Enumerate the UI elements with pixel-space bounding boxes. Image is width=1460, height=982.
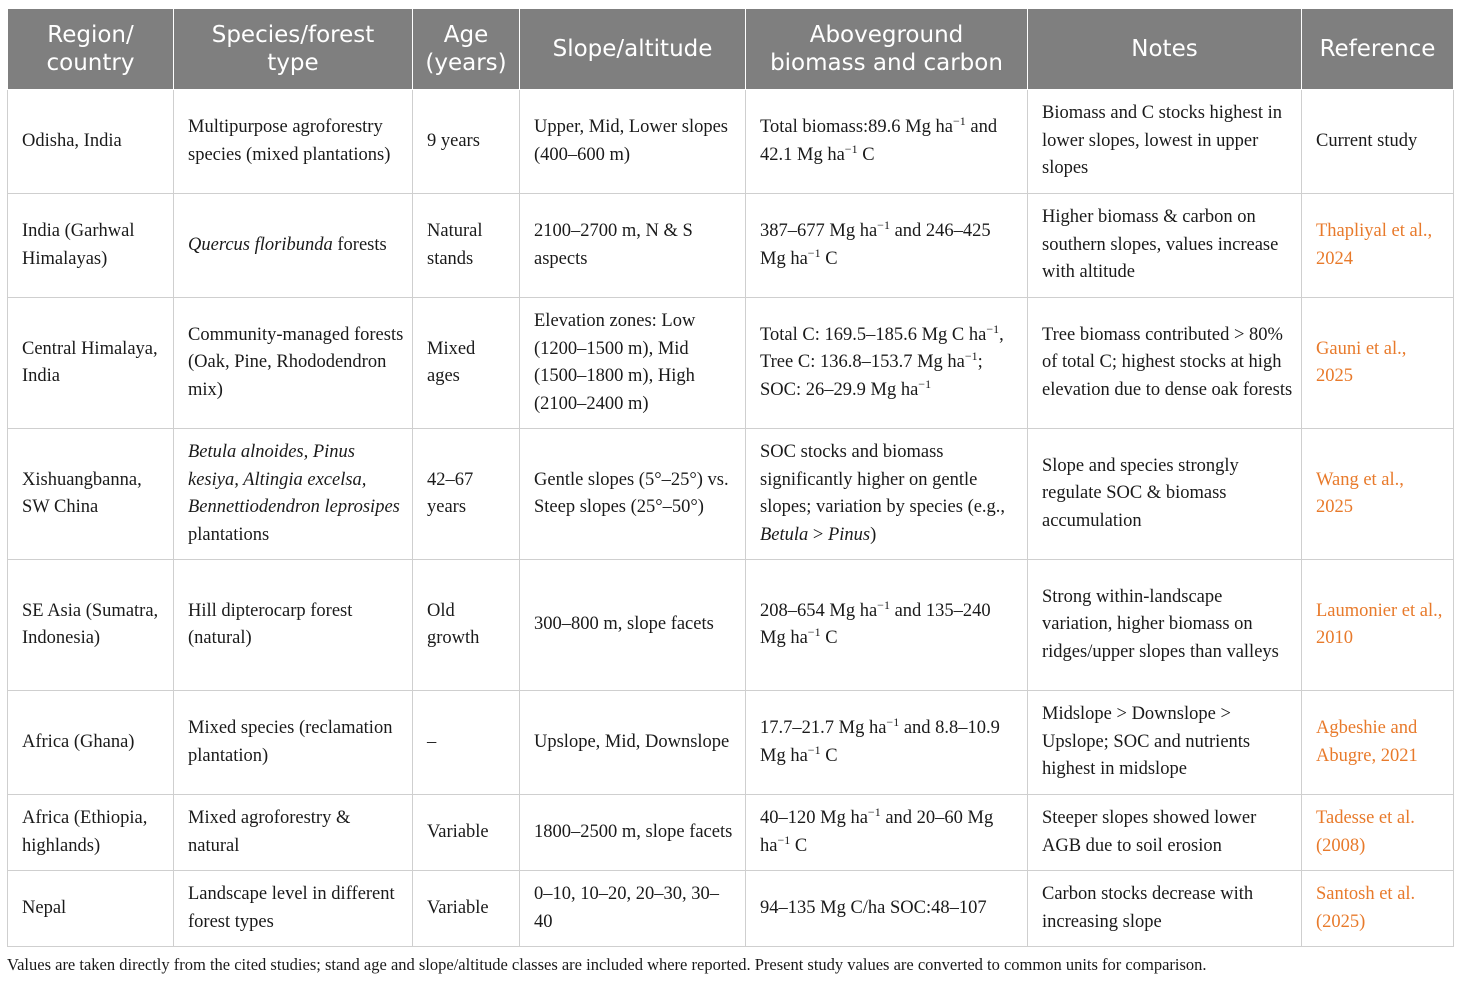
cell-species [174, 298, 413, 429]
reference-link[interactable]: Gauni et al., 2025 [1316, 338, 1407, 386]
text-segment: and 8.8–10.9 Mg ha [760, 718, 1000, 766]
superscript: −1 [918, 376, 932, 391]
cell-biomass [746, 429, 1028, 560]
cell-slope: Gentle slopes (5°–25°) vs. Steep slopes (25°–50°) [520, 429, 746, 560]
cell-region: Nepal [8, 871, 174, 947]
text-segment: forests [332, 234, 387, 255]
text-segment: and 20–60 Mg ha [760, 808, 994, 856]
reference-text: Current study [1316, 130, 1418, 151]
header-region: Region/ country [8, 9, 174, 90]
cell-reference[interactable] [1302, 871, 1454, 947]
cell-region: India (Garhwal Himalayas) [8, 194, 174, 298]
text-segment: C [857, 144, 875, 165]
cell-reference[interactable] [1302, 691, 1454, 795]
header-species: Species/forest type [174, 9, 413, 90]
cell-slope: 1800–2500 m, slope facets [520, 795, 746, 871]
reference-link[interactable]: Tadesse et al. (2008) [1316, 808, 1415, 856]
table-row [8, 298, 1454, 429]
cell-reference[interactable] [1302, 795, 1454, 871]
cell-age: Natural stands [413, 194, 520, 298]
text-segment: and 42.1 Mg ha [760, 117, 998, 165]
cell-slope: Upper, Mid, Lower slopes (400–600 m) [520, 90, 746, 194]
text-segment: 208–654 Mg ha [760, 600, 878, 621]
text-segment: 387–677 Mg ha [760, 221, 878, 241]
cell-notes: Midslope > Downslope > Upslope; SOC and nutrients highest in midslope [1028, 691, 1302, 795]
text-segment: Betula [760, 524, 809, 545]
text-segment: C [790, 835, 808, 856]
cell-region: Central Himalaya, India [8, 298, 174, 429]
text-segment: Multipurpose agroforestry species (mixed plantations) [188, 117, 391, 165]
text-segment: C [820, 248, 838, 269]
cell-biomass [746, 795, 1028, 871]
text-segment: Mixed agroforestry & natural [188, 808, 351, 856]
superscript: −1 [807, 742, 821, 757]
cell-notes: Slope and species strongly regulate SOC & biomass accumulation [1028, 429, 1302, 560]
table-row [8, 429, 1454, 560]
text-segment: ; SOC: 26–29.9 Mg ha [760, 352, 983, 400]
cell-biomass [746, 871, 1028, 947]
cell-species [174, 560, 413, 691]
table-row [8, 691, 1454, 795]
superscript: −1 [777, 832, 791, 847]
cell-reference[interactable] [1302, 298, 1454, 429]
cell-notes: Strong within-landscape variation, higher biomass on ridges/upper slopes than valleys [1028, 560, 1302, 691]
table-footnote: Values are taken directly from the cited studies; stand age and slope/altitude classes are included where reported. Present study values are converted to common units for comparison. [7, 955, 1207, 974]
text-segment: and 135–240 Mg ha [760, 600, 991, 648]
cell-notes: Carbon stocks decrease with increasing slope [1028, 871, 1302, 947]
cell-species [174, 429, 413, 560]
cell-notes: Tree biomass contributed > 80% of total C; highest stocks at high elevation due to dense oak forests [1028, 298, 1302, 429]
text-segment: Hill dipterocarp forest (natural) [188, 600, 353, 648]
cell-notes: Steeper slopes showed lower AGB due to soil erosion [1028, 795, 1302, 871]
cell-species [174, 795, 413, 871]
text-segment: Pinus [827, 524, 871, 545]
cell-species [174, 90, 413, 194]
cell-biomass [746, 194, 1028, 298]
cell-reference[interactable] [1302, 429, 1454, 560]
reference-link[interactable]: Thapliyal et al., 2024 [1316, 221, 1433, 269]
header-reference: Reference [1302, 9, 1454, 90]
text-segment: SOC stocks and biomass significantly higher on gentle slopes; variation by species (e.g., [760, 442, 1006, 517]
cell-notes: Biomass and C stocks highest in lower slopes, lowest in upper slopes [1028, 90, 1302, 194]
superscript: −1 [807, 245, 821, 260]
cell-age: Variable [413, 795, 520, 871]
cell-slope: Upslope, Mid, Downslope [520, 691, 746, 795]
text-segment: 94–135 Mg C/ha SOC:48–107 [760, 897, 987, 918]
text-segment: , Tree C: 136.8–153.7 Mg ha [760, 324, 1004, 373]
cell-biomass [746, 90, 1028, 194]
superscript: −1 [877, 597, 890, 612]
comparison-table [7, 8, 1454, 947]
cell-age: Mixed ages [413, 298, 520, 429]
text-segment: C [820, 745, 838, 766]
cell-biomass [746, 560, 1028, 691]
text-segment: Betula alnoides, Pinus kesiya, Altingia excelsa, Bennettiodendron leprosipes [188, 442, 400, 517]
cell-species [174, 194, 413, 298]
text-segment: Total C: 169.5–185.6 Mg C ha [760, 324, 987, 345]
table-row [8, 560, 1454, 691]
header-biomass: Aboveground biomass and carbon [746, 9, 1028, 90]
superscript: −1 [877, 217, 890, 232]
superscript: −1 [886, 714, 900, 729]
cell-age: 9 years [413, 90, 520, 194]
cell-biomass [746, 298, 1028, 429]
text-segment: and 246–425 Mg ha [760, 221, 991, 269]
cell-biomass [746, 691, 1028, 795]
cell-slope: Elevation zones: Low (1200–1500 m), Mid (1500–1800 m), High (2100–2400 m) [520, 298, 746, 429]
cell-age: – [413, 691, 520, 795]
cell-species [174, 691, 413, 795]
superscript: −1 [952, 113, 966, 128]
text-segment: > [808, 524, 828, 545]
cell-age: Old growth [413, 560, 520, 691]
reference-link[interactable]: Agbeshie and Abugre, 2021 [1316, 718, 1418, 766]
table-body [8, 90, 1454, 947]
reference-link[interactable]: Laumonier et al., 2010 [1316, 600, 1443, 648]
cell-region: SE Asia (Sumatra, Indonesia) [8, 560, 174, 691]
superscript: −1 [867, 804, 881, 819]
cell-slope: 300–800 m, slope facets [520, 560, 746, 691]
text-segment: ) [870, 524, 877, 545]
reference-link[interactable]: Santosh et al. (2025) [1316, 884, 1416, 932]
header-row [8, 9, 1454, 90]
table-row [8, 871, 1454, 947]
cell-region: Africa (Ethiopia, highlands) [8, 795, 174, 871]
cell-slope: 0–10, 10–20, 20–30, 30–40 [520, 871, 746, 947]
table-row [8, 90, 1454, 194]
text-segment: Quercus floribunda [188, 234, 333, 255]
cell-reference [1302, 90, 1454, 194]
cell-age: 42–67 years [413, 429, 520, 560]
superscript: −1 [986, 321, 1000, 336]
cell-reference[interactable] [1302, 560, 1454, 691]
text-segment: Total biomass:89.6 Mg ha [760, 117, 953, 137]
text-segment: 40–120 Mg ha [760, 808, 868, 828]
cell-region: Xishuangbanna, SW China [8, 429, 174, 560]
header-age: Age (years) [413, 9, 520, 90]
header-slope: Slope/altitude [520, 9, 746, 90]
cell-reference[interactable] [1302, 194, 1454, 298]
text-segment: C [820, 628, 838, 648]
cell-age: Variable [413, 871, 520, 947]
text-segment: Community-managed forests (Oak, Pine, Rhododendron mix) [188, 324, 404, 400]
text-segment: Landscape level in different forest types [188, 884, 395, 932]
cell-region: Odisha, India [8, 90, 174, 194]
text-segment: plantations [188, 524, 270, 545]
superscript: −1 [844, 141, 858, 156]
cell-notes: Higher biomass & carbon on southern slopes, values increase with altitude [1028, 194, 1302, 298]
cell-slope: 2100–2700 m, N & S aspects [520, 194, 746, 298]
superscript: −1 [964, 349, 978, 364]
superscript: −1 [807, 624, 821, 639]
table-row [8, 194, 1454, 298]
header-notes: Notes [1028, 9, 1302, 90]
text-segment: Mixed species (reclamation plantation) [188, 718, 393, 766]
cell-region: Africa (Ghana) [8, 691, 174, 795]
table-container [7, 8, 1453, 947]
text-segment: 17.7–21.7 Mg ha [760, 718, 887, 738]
cell-species [174, 871, 413, 947]
table-row [8, 795, 1454, 871]
reference-link[interactable]: Wang et al., 2025 [1316, 469, 1404, 517]
